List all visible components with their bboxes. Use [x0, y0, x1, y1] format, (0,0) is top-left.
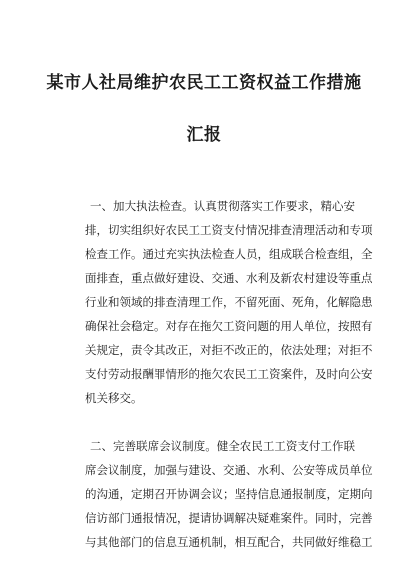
paragraph-1-line-5: 行业和领域的排查清理工作，不留死面、死角，化解隐患 — [85, 295, 373, 309]
paragraph-2-line-3: 的沟通，定期召开协调会议；坚持信息通报制度，定期向 — [85, 487, 373, 501]
paragraph-1-line-6: 确保社会稳定。对存在拖欠工资问题的用人单位，按照有 — [85, 319, 373, 333]
paragraph-1-line-2: 排，切实组织好农民工工资支付情况排查清理活动和专项 — [85, 223, 373, 237]
paragraph-1-line-3: 检查工作。通过充实执法检查人员，组成联合检查组，全 — [85, 247, 373, 261]
document-title-line-1: 某市人社局维护农民工工资权益工作措施 — [46, 73, 362, 93]
paragraph-1-line-1: 一、加大执法检查。认真贯彻落实工作要求，精心安 — [90, 199, 355, 213]
document-title-line-2: 汇报 — [186, 125, 222, 145]
paragraph-2-line-4: 信访部门通报情况，提请协调解决疑难案件。同时，完善 — [85, 511, 373, 525]
paragraph-2-line-1: 二、完善联席会议制度。健全农民工工资支付工作联 — [90, 439, 355, 453]
paragraph-1-line-4: 面排查，重点做好建设、交通、水利及新农村建设等重点 — [85, 271, 373, 285]
paragraph-2-line-2: 席会议制度，加强与建设、交通、水利、公安等成员单位 — [85, 463, 373, 477]
paragraph-1-line-7: 关规定，责令其改正，对拒不改正的，依法处理；对拒不 — [85, 343, 373, 357]
paragraph-1-line-9: 机关移交。 — [85, 391, 143, 405]
paragraph-2-line-5: 与其他部门的信息互通机制，相互配合，共同做好维稳工 — [85, 535, 373, 549]
paragraph-1-line-8: 支付劳动报酬罪情形的拖欠农民工工资案件，及时向公安 — [85, 367, 373, 381]
